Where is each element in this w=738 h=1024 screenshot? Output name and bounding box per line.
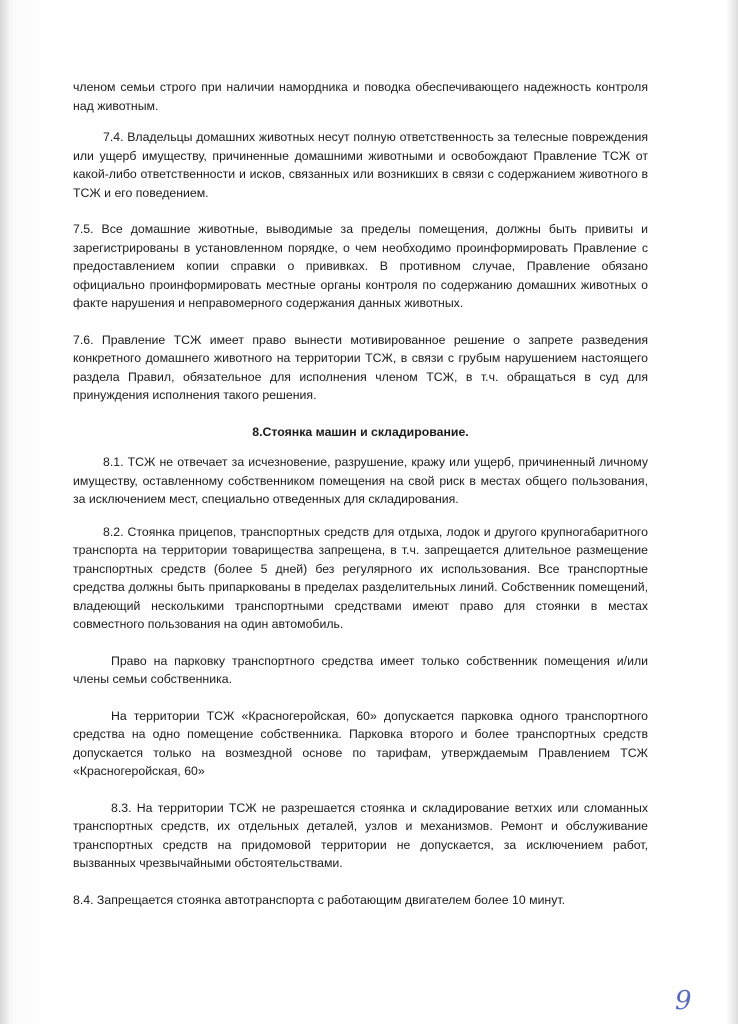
paragraph-8-2: 8.2. Стоянка прицепов, транспортных средств для отдыха, лодок и другого крупногабаритного транспорта на территории товарищества запрещена, в т.ч. запрещается длительное размещение транспортных средств (более 5 дней) без регулярного их использования. Все транспортные средства должны быть припаркованы в пределах разделительных линий. Собственник помещений, владеющий несколькими транспортными средствами имеют право для стоянки в местах совместного пользования на один автомобиль. — [73, 524, 648, 631]
paragraph-8-3: 8.3. На территории ТСЖ не разрешается стоянка и складирование ветхих или сломанных транспортных средств, их отдельных деталей, узлов и механизмов. Ремонт и обслуживание транспортных средств на придомовой территории не допускается, за исключением работ, вызванных чрезвычайными обстоятельствами. — [73, 800, 648, 870]
paragraph-8-1: 8.1. ТСЖ не отвечает за исчезновение, разрушение, кражу или ущерб, причиненный личному имуществу, оставленному собственником помещения на свой риск в местах общего пользования, за исключением мест, специально отведенных для складирования. — [73, 455, 648, 506]
paragraph-8-4: 8.4. Запрещается стоянка автотранспорта с работающим двигателем более 10 минут. — [73, 892, 566, 907]
paragraph-parking-right: Право на парковку транспортного средства имеет только собственник помещения и/или члены семьи собственника. — [73, 653, 648, 686]
paragraph-7-6: 7.6. Правление ТСЖ имеет право вынести мотивированное решение о запрете разведения конкретного домашнего животного на территории ТСЖ, в связи с грубым нарушением настоящего раздела Правил, обязательное для исполнения членом ТСЖ, в т.ч. обращаться в суд для принуждения исполнения такого решения. — [73, 332, 648, 402]
paragraph-7-5: 7.5. Все домашние животные, выводимые за пределы помещения, должны быть привиты и зарегистрированы в установленном порядке, о чем необходимо проинформировать Правление с предоставлением копии справки о прививках. В противном случае, Правление обязано официально проинформировать местные органы контроля по содержанию домашних животных о факте нарушения и неправомерного содержания данных животных. — [73, 222, 648, 310]
section-heading: 8.Стоянка машин и складирование. — [252, 424, 469, 439]
paragraph-parking-tariff: На территории ТСЖ «Красногеройская, 60» допускается парковка одного транспортного средства на одно помещение собственника. Парковка второго и более транспортных средств допускается только на возмездной основе по тарифам, утверждаемым Правлением ТСЖ «Красногеройская, 60» — [73, 708, 648, 778]
paragraph-7-4: 7.4. Владельцы домашних животных несут полную ответственность за телесные повреждения или ущерб имуществу, причиненные домашними животными и освобождают Правление ТСЖ от какой-либо ответственности и исков, связанных или возникших в связи с содержанием животного в ТСЖ и его поведением. — [73, 130, 648, 200]
page-number: 9 — [675, 986, 692, 1016]
document-body — [73, 78, 648, 909]
paragraph-continuation: членом семьи строго при наличии намордника и поводка обеспечивающего надежность контроля над животным. — [73, 80, 648, 113]
